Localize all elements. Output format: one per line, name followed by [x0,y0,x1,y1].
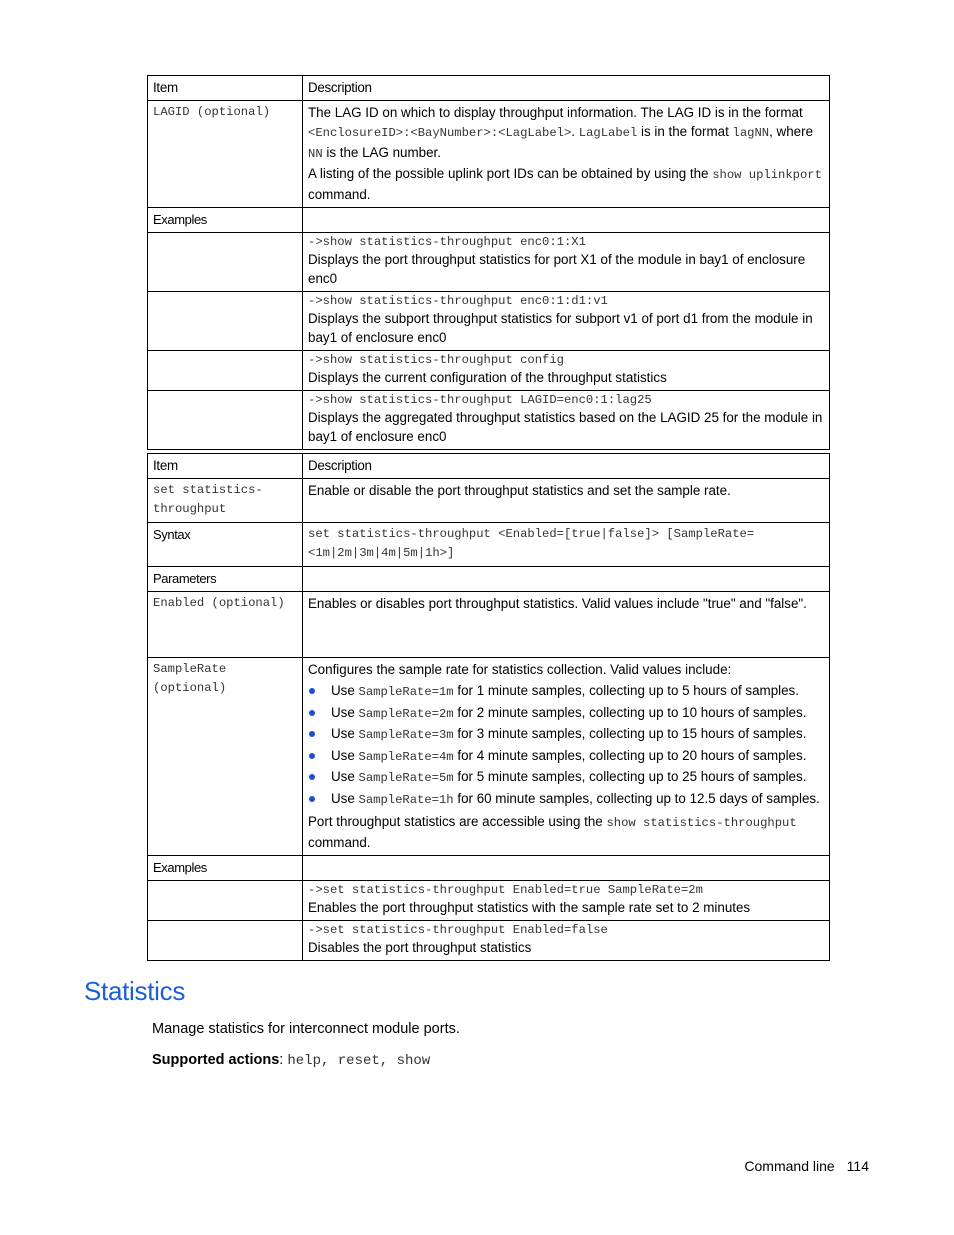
example-text: Displays the subport throughput statistics for subport v1 of port d1 from the module in bay1 of enclosure enc0 [308,311,813,345]
table-row [148,101,830,208]
examples-label: Examples [148,856,303,881]
supported-actions-label: Supported actions [152,1052,280,1068]
header-description: Description [303,454,830,479]
syntax-row [148,523,830,567]
example-text: Displays the port throughput statistics for port X1 of the module in bay1 of enclosure enc0 [308,252,806,286]
example-row [148,351,830,391]
table-row [148,592,830,658]
list-item: Use SampleRate=5m for 5 minute samples, collecting up to 25 hours of samples. [308,767,824,789]
list-item: Use SampleRate=4m for 4 minute samples, collecting up to 20 hours of samples. [308,746,824,768]
section-title: Statistics [84,976,186,1006]
header-item: Item [148,76,303,101]
section-intro: Manage statistics for interconnect module ports. [152,1021,460,1037]
table-row [148,658,830,856]
samplerate-item: SampleRate (optional) [148,658,303,856]
supported-actions-value: help, reset, show [287,1053,431,1069]
table-header-row [148,454,830,479]
lagid-description: The LAG ID on which to display throughput information. The LAG ID is in the format <EnclosureID>:<BayNumber>:<LagLabel>. LagLabel is in the format lagNN, where NN is the LAG number. A listing of the possible uplink port IDs can be obtained by using the show uplinkport command. [303,101,830,208]
example-command: ->show statistics-throughput enc0:1:d1:v1 [308,294,608,308]
list-item: Use SampleRate=3m for 3 minute samples, collecting up to 15 hours of samples. [308,724,824,746]
example-row [148,921,830,961]
parameters-label: Parameters [148,567,303,592]
list-item: Use SampleRate=1m for 1 minute samples, collecting up to 5 hours of samples. [308,681,824,703]
statistics-throughput-show-table [147,75,830,450]
example-row [148,233,830,292]
page-number: 114 [846,1158,869,1174]
examples-label-row [148,856,830,881]
examples-label-row [148,208,830,233]
header-item: Item [148,454,303,479]
parameters-label-row [148,567,830,592]
examples-label: Examples [148,208,303,233]
example-command: ->set statistics-throughput Enabled=true SampleRate=2m [308,883,703,897]
supported-actions: Supported actions: help, reset, show [152,1052,431,1069]
example-command: ->show statistics-throughput config [308,353,564,367]
list-item: Use SampleRate=2m for 2 minute samples, collecting up to 10 hours of samples. [308,703,824,725]
syntax-label: Syntax [148,523,303,567]
command-item: set statistics-throughput [148,479,303,523]
page-footer [744,1158,869,1174]
example-row [148,391,830,450]
table-row [148,479,830,523]
example-text: Displays the current configuration of the throughput statistics [308,370,667,385]
example-text: Disables the port throughput statistics [308,940,532,955]
list-item: Use SampleRate=1h for 60 minute samples, collecting up to 12.5 days of samples. [308,789,824,811]
lagid-item: LAGID (optional) [148,101,303,208]
example-text: Enables the port throughput statistics with the sample rate set to 2 minutes [308,900,751,915]
statistics-throughput-set-table [147,453,830,961]
footer-chapter: Command line [744,1158,835,1174]
samplerate-list [308,681,824,810]
example-command: ->set statistics-throughput Enabled=false [308,923,608,937]
example-command: ->show statistics-throughput LAGID=enc0:1:lag25 [308,393,652,407]
samplerate-description: Configures the sample rate for statistics collection. Valid values include: Use SampleRate=1m for 1 minute samples, collecting up to 5 hours of samples. Use SampleRate=2m for 2 minute samples, collecting up to 10 hours of samples. Use SampleRate=3m for 3 minute samples, collecting up to 15 hours of samples. Use SampleRate=4m for 4 minute samples, collecting up to 20 hours of samples. Use SampleRate=5m for 5 minute samples, collecting up to 25 hours of samples. Use SampleRate=1h for 60 minute samples, collecting up to 12.5 days of samples. Port throughput statistics are accessible using the show statistics-throughput command. [303,658,830,856]
syntax-value: set statistics-throughput <Enabled=[true|false]> [SampleRate=<1m|2m|3m|4m|5m|1h>] [303,523,830,567]
enabled-description: Enables or disables port throughput statistics. Valid values include "true" and "false". [303,592,830,658]
header-description: Description [303,76,830,101]
example-command: ->show statistics-throughput enc0:1:X1 [308,235,586,249]
example-text: Displays the aggregated throughput statistics based on the LAGID 25 for the module in bay1 of enclosure enc0 [308,410,823,444]
enabled-item: Enabled (optional) [148,592,303,658]
example-row [148,292,830,351]
command-description: Enable or disable the port throughput statistics and set the sample rate. [303,479,830,523]
table-header-row [148,76,830,101]
example-row [148,881,830,921]
